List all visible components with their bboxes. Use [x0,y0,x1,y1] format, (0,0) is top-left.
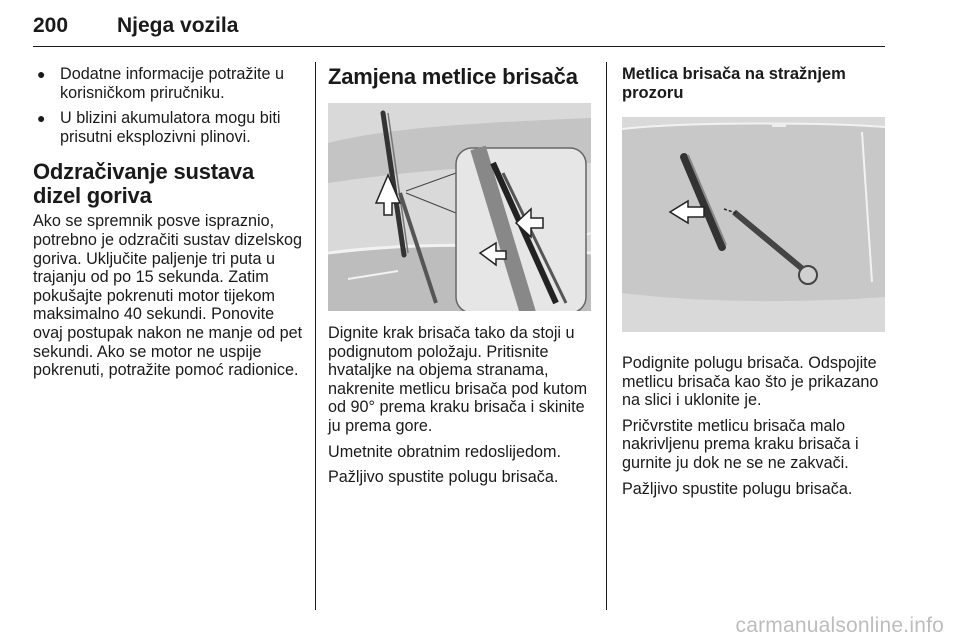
rear-wiper-step-3: Pažljivo spustite polugu brisača. [622,479,853,498]
bullet-list [33,65,303,146]
bullet-dot-icon: ● [37,110,46,127]
watermark-text: carmanualsonline.info [735,614,944,637]
front-wiper-illustration [328,103,591,311]
column-divider-1 [315,62,316,610]
wiper-step-3: Pažljivo spustite polugu brisača. [328,468,559,487]
chapter-title: Njega vozila [117,14,239,37]
page-number: 200 [33,14,69,37]
column-divider-2 [606,62,607,610]
bullet-text: Dodatne informacije potražite u korisničkom priručniku. [60,65,285,102]
bullet-text: U blizini akumulatora mogu biti prisutni eksplozivni plinovi. [60,109,281,146]
wiper-step-1: Dignite krak brisača tako da stoji u podignutom položaju. Pritisnite hvataljke na objema stranama, nakrenite metlicu brisača pod kutom od 90° prema kraku brisača i skinite ju prema gore. [328,324,588,435]
section-title-diesel: Odzračivanje sustava dizel goriva [33,159,255,209]
column-right [622,65,892,505]
page-header [33,10,885,47]
section-title-wiper: Zamjena metlice brisača [328,64,578,89]
bullet-dot-icon: ● [37,66,46,82]
column-left [33,65,303,387]
subsection-title-rear-wiper: Metlica brisača na stražnjem prozoru [622,65,846,102]
wiper-step-2: Umetnite obratnim redoslijedom. [328,442,562,461]
diesel-body-text: Ako se spremnik posve ispraznio, potrebno je odzračiti sustav dizelskog goriva. Uključite paljenje tri puta u trajanju od po 15 sekunda. Zatim pokušajte pokrenuti motor tijekom maksimalno 40 sekundi. Ponovite ovaj postupak nakon ne manje od pet sekundi. Ako se motor ne uspije pokrenuti, potražite pomoć radionice. [33,212,303,380]
rear-wiper-step-2: Pričvrstite metlicu brisača malo nakrivljenu prema kraku brisača i gurnite ju dok ne se ne zakvači. [622,416,859,472]
rear-wiper-illustration [622,117,885,332]
bullet-item [33,65,303,102]
rear-wiper-step-1: Podignite polugu brisača. Odspojite metlicu brisača kao što je prikazano na slici i uklonite je. [622,354,879,410]
column-middle [328,65,598,494]
bullet-item [33,109,303,146]
